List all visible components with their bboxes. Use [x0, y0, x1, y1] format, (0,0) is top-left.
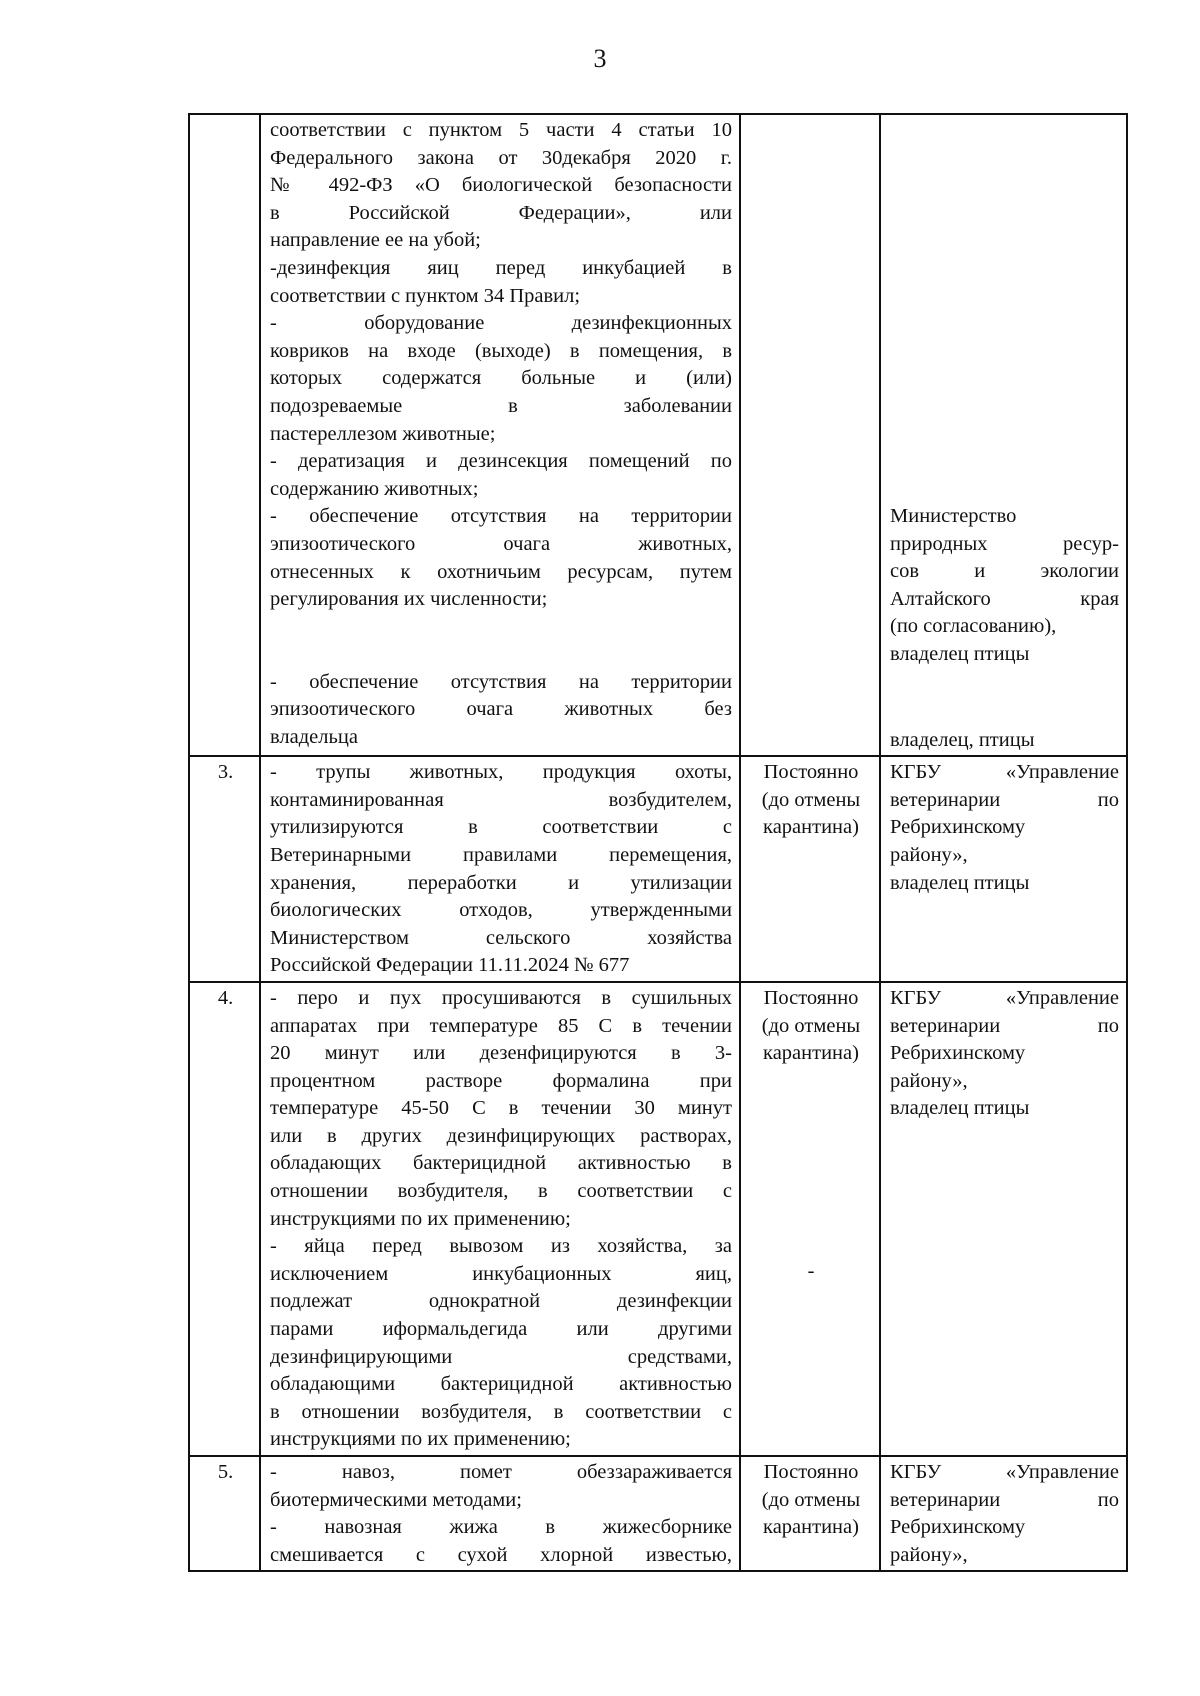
text-line: обладающими бактерицидной активностью — [270, 1373, 732, 1396]
text-line: парами иформальдегида или другими — [270, 1318, 732, 1341]
text-line: эпизоотического очага животных, — [270, 532, 732, 555]
text-line: которых содержатся больные и (или) — [270, 367, 732, 390]
text-line: смешивается с сухой хлорной известью, — [270, 1543, 732, 1566]
text-line: карантина) — [763, 1042, 859, 1065]
text-line: владелец птицы — [890, 642, 1030, 665]
measure-text — [260, 114, 740, 756]
row-number: 3. — [189, 756, 260, 982]
text-line: (до отмены — [761, 1488, 861, 1511]
text-line: - оборудование дезинфекционных — [270, 312, 732, 335]
text-line: Постоянно — [763, 1461, 859, 1483]
text-line: направление ее на убой; — [270, 229, 481, 252]
text-line: контаминированная возбудителем, — [270, 788, 732, 811]
row-number: 4. — [189, 982, 260, 1456]
row-number — [189, 114, 260, 756]
text-line: № 492-ФЗ «О биологической безопасности — [270, 174, 732, 197]
term-cell — [740, 114, 880, 756]
text-line: утилизируются в соответствии с — [270, 816, 732, 839]
text-line: пастереллезом животные; — [270, 422, 496, 445]
text-line: - навоз, помет обеззараживается — [270, 1461, 732, 1483]
measures-table — [188, 113, 1128, 1572]
text-line: владелец птицы — [890, 871, 1030, 894]
text-line: подлежат однократной дезинфекции — [270, 1290, 732, 1313]
table-row — [189, 756, 1127, 982]
text-line: району», — [890, 1543, 968, 1566]
text-line: регулирования их численности; — [270, 588, 548, 611]
text-line: карантина) — [763, 816, 859, 839]
text-line: Алтайского края — [890, 587, 1119, 610]
text-line: инструкциями по их применению; — [270, 1428, 571, 1451]
text-line: - обеспечение отсутствия на территории — [270, 505, 732, 528]
text-line: -дезинфекция яиц перед инкубацией в — [270, 256, 732, 279]
text-line: температуре 45-50 С в течении 30 минут — [270, 1097, 732, 1120]
text-line: хранения, переработки и утилизации — [270, 871, 732, 894]
text-line: соответствии с пунктом 34 Правил; — [270, 284, 581, 307]
page-number: 3 — [593, 44, 607, 73]
term-cell — [740, 756, 880, 982]
text-line: КГБУ «Управление — [890, 1461, 1119, 1483]
text-line: КГБУ «Управление — [890, 761, 1119, 784]
text-line: ветеринарии по — [890, 788, 1119, 811]
text-line: владелец птицы — [890, 1097, 1030, 1120]
text-line: Министерство — [890, 505, 1017, 527]
text-line: - навозная жижа в жижесборнике — [270, 1516, 732, 1539]
text-line: - трупы животных, продукция охоты, — [270, 761, 732, 784]
text-line: - яйца перед вывозом из хозяйства, за — [270, 1235, 732, 1258]
text-line: биотермическими методами; — [270, 1488, 522, 1511]
term-cell — [740, 982, 880, 1456]
text-line: дезинфицирующими средствами, — [270, 1345, 732, 1368]
text-line: 20 минут или дезенфицируются в 3- — [270, 1042, 732, 1065]
text-line: подозреваемые в заболевании — [270, 394, 732, 417]
text-line: владельца — [270, 725, 358, 748]
text-line: природных ресур- — [890, 532, 1119, 555]
text-line: карантина) — [763, 1516, 859, 1539]
text-line: процентном растворе формалина при — [270, 1069, 732, 1092]
measure-text — [260, 982, 740, 1456]
measure-text — [260, 756, 740, 982]
text-line: ветеринарии по — [890, 1014, 1119, 1037]
text-line: (по согласованию), — [890, 615, 1057, 638]
table-row — [189, 982, 1127, 1456]
text-line: (до отмены — [761, 1014, 861, 1037]
text-line: в отношении возбудителя, в соответствии с — [270, 1400, 732, 1423]
responsible-cell — [880, 982, 1127, 1456]
text-line: исключением инкубационных яиц, — [270, 1262, 732, 1285]
text-line: ковриков на входе (выходе) в помещения, в — [270, 339, 732, 362]
text-line: Постоянно — [763, 986, 859, 1009]
text-line: району», — [890, 843, 968, 866]
text-line: биологических отходов, утвержденными — [270, 899, 732, 922]
text-line: отношении возбудителя, в соответствии с — [270, 1180, 732, 1203]
term-mark: - — [807, 1259, 815, 1282]
text-line: району», — [890, 1069, 968, 1092]
text-line: Ветеринарными правилами перемещения, — [270, 843, 732, 866]
text-line: (до отмены — [761, 788, 861, 811]
table-row — [189, 1456, 1127, 1571]
text-line: отнесенных к охотничьим ресурсам, путем — [270, 560, 732, 583]
text-line: Федерального закона от 30декабря 2020 г. — [270, 146, 732, 169]
text-line: или в других дезинфицирующих растворах, — [270, 1124, 732, 1147]
term-cell — [740, 1456, 880, 1571]
text-line: - дератизация и дезинсекция помещений по — [270, 450, 732, 473]
text-line: Российской Федерации 11.11.2024 № 677 — [270, 954, 630, 977]
text-line: соответствии с пунктом 5 части 4 статьи 10 — [270, 119, 732, 141]
text-line: в Российской Федерации», или — [270, 201, 732, 224]
table-row — [189, 114, 1127, 756]
text-line: инструкциями по их применению; — [270, 1207, 571, 1230]
text-line: эпизоотического очага животных без — [270, 698, 732, 721]
responsible-cell — [880, 114, 1127, 756]
text-line: КГБУ «Управление — [890, 986, 1119, 1009]
text-line: - обеспечение отсутствия на территории — [270, 670, 732, 693]
measure-text — [260, 1456, 740, 1571]
text-line: ветеринарии по — [890, 1488, 1119, 1511]
responsible-cell — [880, 756, 1127, 982]
text-line: Ребрихинскому — [890, 1516, 1026, 1539]
text-line: сов и экологии — [890, 560, 1119, 583]
text-line: - перо и пух просушиваются в сушильных — [270, 986, 732, 1009]
text-line: Министерством сельского хозяйства — [270, 926, 732, 949]
row-number: 5. — [189, 1456, 260, 1571]
text-line: содержанию животных; — [270, 477, 479, 500]
responsible-cell — [880, 1456, 1127, 1571]
text-line: Ребрихинскому — [890, 1042, 1026, 1065]
text-line: Ребрихинскому — [890, 816, 1026, 839]
text-line: владелец, птицы — [890, 728, 1035, 751]
text-line: Постоянно — [763, 761, 859, 784]
text-line: обладающих бактерицидной активностью в — [270, 1152, 732, 1175]
text-line: аппаратах при температуре 85 С в течении — [270, 1014, 732, 1037]
